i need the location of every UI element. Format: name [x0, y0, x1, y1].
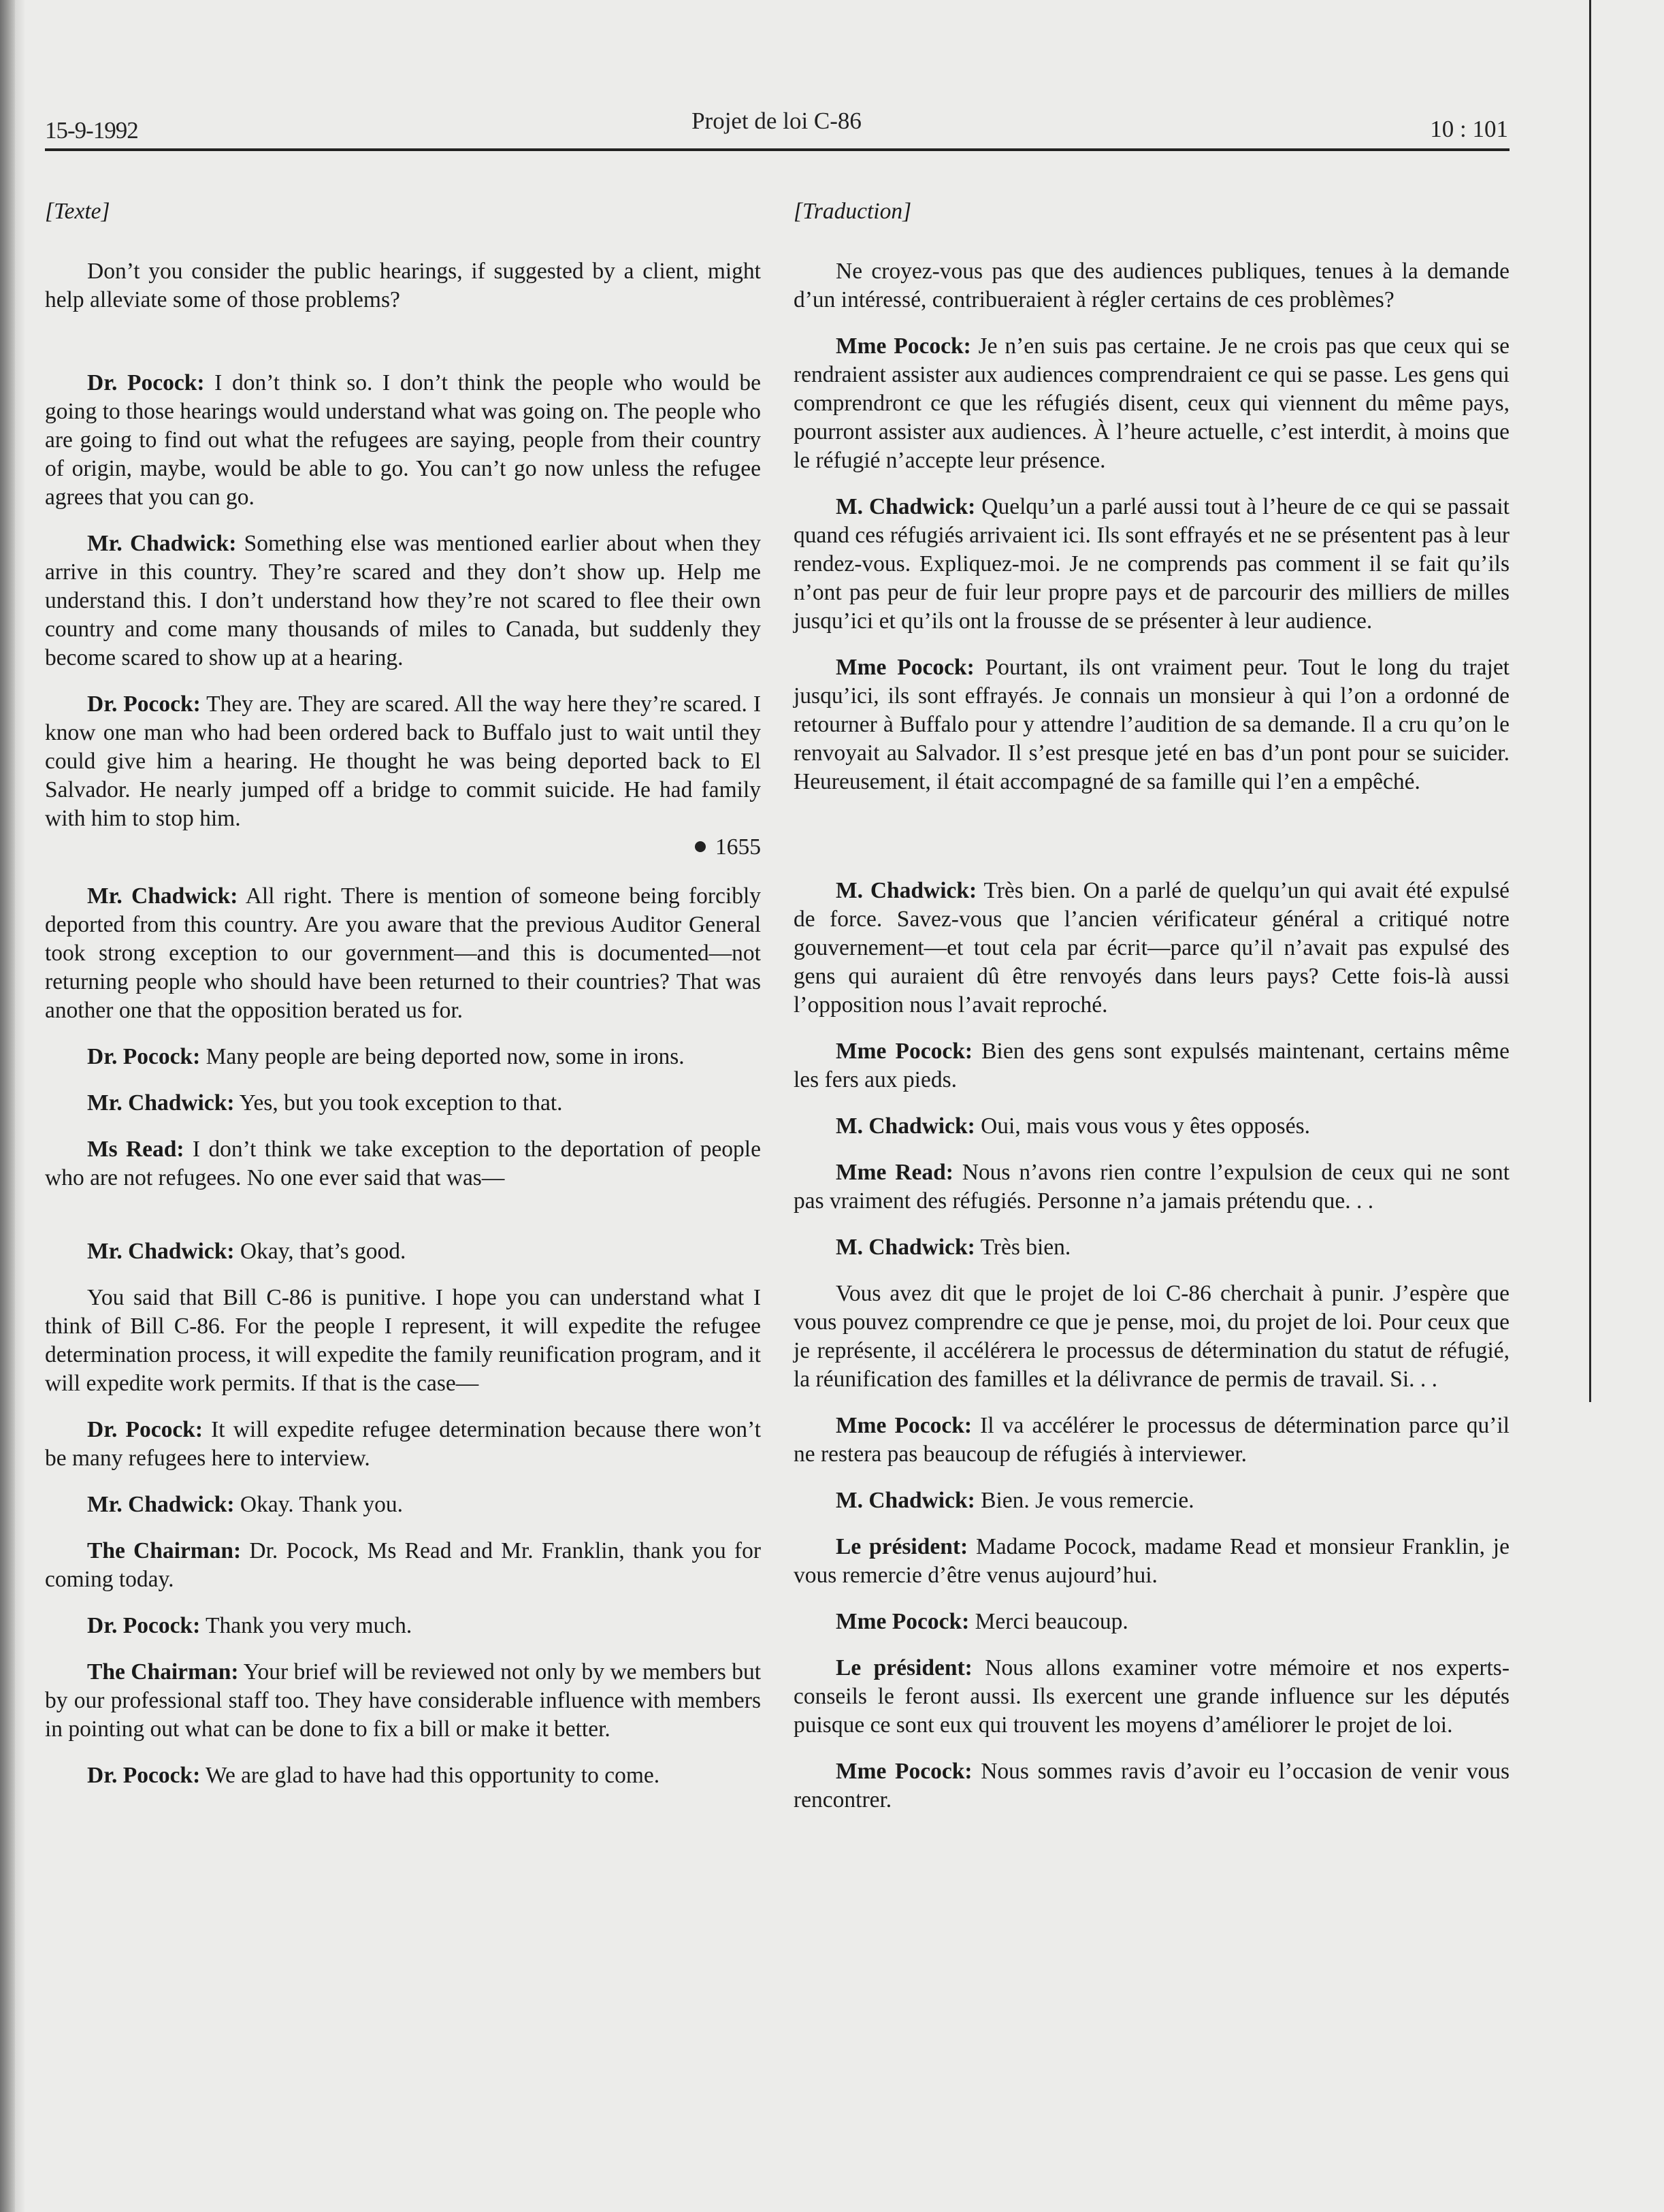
header-title: Projet de loi C-86	[691, 108, 862, 134]
speaker-name: Mr. Chadwick:	[87, 1492, 235, 1517]
page-gutter	[15, 0, 25, 2212]
speaker-name: M. Chadwick:	[836, 1235, 975, 1260]
speaker-name: Mr. Chadwick:	[87, 1239, 235, 1264]
book-spine-shadow	[0, 0, 15, 2212]
column-label: [Texte]	[45, 199, 110, 224]
paragraph: Mme Pocock: Il va accélérer le processus de détermination parce qu’il ne restera pas beaucoup de réfugiés à interviewer.	[794, 1413, 1510, 1467]
paragraph: Dr. Pocock: It will expedite refugee determination because there won’t be many refugees here to interview.	[45, 1417, 762, 1471]
header-page-number: 10 : 101	[1430, 116, 1508, 142]
speaker-name: Le président:	[836, 1534, 968, 1559]
speaker-name: The Chairman:	[87, 1659, 239, 1685]
paragraph: Mme Pocock: Pourtant, ils ont vraiment peur. Tout le long du trajet jusqu’ici, ils sont effrayés. Je connais un monsieur à qui l’on a ordonné de retourner à Buffalo pour y attendre l’audition de sa demande. Il a cru qu’on le renvoyait au Salvador. Il s’est presque jeté en bas d’un pont pour se suicider. Heureusement, il était accompagné de sa famille qui l’en a empêché.	[794, 655, 1510, 794]
speaker-name: Dr. Pocock:	[87, 1613, 201, 1638]
speaker-name: M. Chadwick:	[836, 878, 977, 903]
running-header	[45, 108, 1508, 150]
paragraph: Don’t you consider the public hearings, if suggested by a client, might help alleviate some of those problems?	[45, 259, 761, 312]
speaker-name: Mr. Chadwick:	[87, 531, 237, 556]
speaker-name: Mme Read:	[836, 1160, 953, 1185]
french-column	[794, 197, 1510, 1815]
speaker-name: Mr. Chadwick:	[87, 1090, 235, 1116]
paragraph: Dr. Pocock: Thank you very much.	[87, 1613, 412, 1638]
page-edge-line	[1589, 0, 1591, 1402]
header-rule	[45, 148, 1510, 151]
speaker-name: Mme Pocock:	[836, 1609, 970, 1634]
speaker-name: Mme Pocock:	[836, 1759, 973, 1784]
paragraph: Mr. Chadwick: Okay. Thank you.	[87, 1492, 404, 1517]
speaker-name: Mme Pocock:	[836, 1413, 973, 1438]
paragraph: Vous avez dit que le projet de loi C-86 cherchait à punir. J’espère que vous pouvez comprendre ce que je pense, moi, du projet de loi. Pour ceux que je représente, il accélérera le processus de détermination du statut de réfugié, la réunification des familles et la délivrance de permis de travail. Si. . .	[794, 1281, 1510, 1392]
bullet-icon	[695, 841, 706, 852]
paragraph: The Chairman: Dr. Pocock, Ms Read and Mr. Franklin, thank you for coming today.	[45, 1538, 761, 1592]
paragraph: Le président: Madame Pocock, madame Read et monsieur Franklin, je vous remercie d’être venus aujourd’hui.	[794, 1534, 1510, 1588]
paragraph: Ne croyez-vous pas que des audiences publiques, tenues à la demande d’un intéressé, contribueraient à régler certains de ces problèmes?	[794, 259, 1510, 312]
speaker-name: The Chairman:	[87, 1538, 242, 1563]
paragraph: Dr. Pocock: Many people are being deported now, some in irons.	[87, 1044, 685, 1069]
speaker-name: Le président:	[836, 1655, 973, 1680]
paragraph: M. Chadwick: Très bien. On a parlé de quelqu’un qui avait été expulsé de force. Savez-vous que l’ancien vérificateur général a critiqué notre gouvernement—et tout cela par écrit—parce qu’il n’avait pas expulsé des gens qui auraient dû être renvoyés dans leurs pays? Cette fois-là aussi l’opposition nous l’avait reproché.	[794, 878, 1510, 1018]
speaker-name: Dr. Pocock:	[87, 1044, 201, 1069]
speaker-name: M. Chadwick:	[836, 1488, 975, 1513]
speaker-name: Mme Pocock:	[836, 1039, 973, 1064]
paragraph: Mr. Chadwick: Okay, that’s good.	[87, 1239, 406, 1264]
paragraph: Le président: Nous allons examiner votre mémoire et nos experts-conseils le feront aussi. Ils exercent une grande influence sur les députés puisque ce sont eux qui trouvent les moyens d’améliorer le projet de loi.	[794, 1655, 1510, 1738]
paragraph: Mme Read: Nous n’avons rien contre l’expulsion de ceux qui ne sont pas vraiment des réfugiés. Personne n’a jamais prétendu que. . .	[794, 1160, 1510, 1214]
paragraph: Dr. Pocock: We are glad to have had this opportunity to come.	[87, 1763, 660, 1788]
speaker-name: Mme Pocock:	[836, 655, 975, 680]
speaker-name: Ms Read:	[87, 1137, 184, 1162]
paragraph: Mr. Chadwick: Something else was mentioned earlier about when they arrive in this country. They’re scared and they don’t show up. Help me understand this. I don’t understand how they’re not scared to flee their own country and come many thousands of miles to Canada, but suddenly they become scared to show up at a hearing.	[45, 531, 761, 670]
speaker-name: Dr. Pocock:	[87, 692, 201, 717]
paragraph: Mme Pocock: Bien des gens sont expulsés maintenant, certains même les fers aux pieds.	[794, 1039, 1510, 1092]
speaker-name: Dr. Pocock:	[87, 370, 205, 395]
english-column	[45, 197, 761, 1790]
paragraph: Mme Pocock: Nous sommes ravis d’avoir eu l’occasion de venir vous rencontrer.	[794, 1759, 1510, 1812]
speaker-name: M. Chadwick:	[836, 494, 976, 519]
paragraph: You said that Bill C-86 is punitive. I hope you can understand what I think of Bill C-86. For the people I represent, it will expedite the refugee determination process, it will expedite the family reunification program, and it will expedite work permits. If that is the case—	[45, 1285, 761, 1396]
paragraph: M. Chadwick: Quelqu’un a parlé aussi tout à l’heure de ce qui se passait quand ces réfugiés arrivaient ici. Ils sont effrayés et ne se présentent pas à leur rendez-vous. Expliquez-moi. Je ne comprends pas comment il se fait qu’ils n’ont pas peur de fuir leur propre pays et de parcourir des milliers de milles jusqu’ici et qu’ils ont la frousse de se présenter à leur audience.	[794, 494, 1510, 634]
paragraph: M. Chadwick: Bien. Je vous remercie.	[836, 1488, 1194, 1513]
paragraph: Dr. Pocock: I don’t think so. I don’t think the people who would be going to those hearings would understand what was going on. The people who are going to find out what the refugees are saying, people from their country of origin, maybe, would be able to go. You can’t go now unless the refugee agrees that you can go.	[45, 370, 761, 510]
speaker-name: Dr. Pocock:	[87, 1763, 201, 1788]
time-marker: 1655	[45, 833, 761, 862]
speaker-name: Dr. Pocock:	[87, 1417, 203, 1442]
paragraph: Dr. Pocock: They are. They are scared. All the way here they’re scared. I know one man who had been ordered back to Buffalo just to wait until they could give him a hearing. He thought he was being deported back to El Salvador. He nearly jumped off a bridge to commit suicide. He had family with him to stop him.	[45, 692, 761, 831]
paragraph: M. Chadwick: Très bien.	[836, 1235, 1071, 1260]
paragraph: Mme Pocock: Merci beaucoup.	[836, 1609, 1128, 1634]
paragraph: Ms Read: I don’t think we take exception to the deportation of people who are not refugees. No one ever said that was—	[45, 1137, 761, 1190]
paragraph: M. Chadwick: Oui, mais vous vous y êtes opposés.	[836, 1113, 1310, 1139]
speaker-name: M. Chadwick:	[836, 1113, 975, 1139]
paragraph: The Chairman: Your brief will be reviewed not only by we members but by our professional staff too. They have considerable influence with members in pointing out what can be done to fix a bill or make it better.	[45, 1659, 761, 1742]
speaker-name: Mme Pocock:	[836, 334, 971, 359]
column-label: [Traduction]	[794, 199, 912, 224]
paragraph: Mme Pocock: Je n’en suis pas certaine. Je ne crois pas que ceux qui se rendraient assister aux audiences comprendraient ce qui se passe. Les gens qui comprendront ce que les réfugiés disent, ceux qui viennent du même pays, pourront assister aux audiences. À l’heure actuelle, c’est interdit, à moins que le réfugié n’accepte leur présence.	[794, 334, 1510, 473]
paragraph: Mr. Chadwick: Yes, but you took exception to that.	[87, 1090, 563, 1116]
speaker-name: Mr. Chadwick:	[87, 883, 238, 909]
paragraph: Mr. Chadwick: All right. There is mention of someone being forcibly deported from this country. Are you aware that the previous Auditor General took strong exception to our government—and this is documented—not returning people who should have been returned to their countries? That was another one that the opposition berated us for.	[45, 883, 762, 1023]
header-date: 15-9-1992	[45, 117, 138, 144]
